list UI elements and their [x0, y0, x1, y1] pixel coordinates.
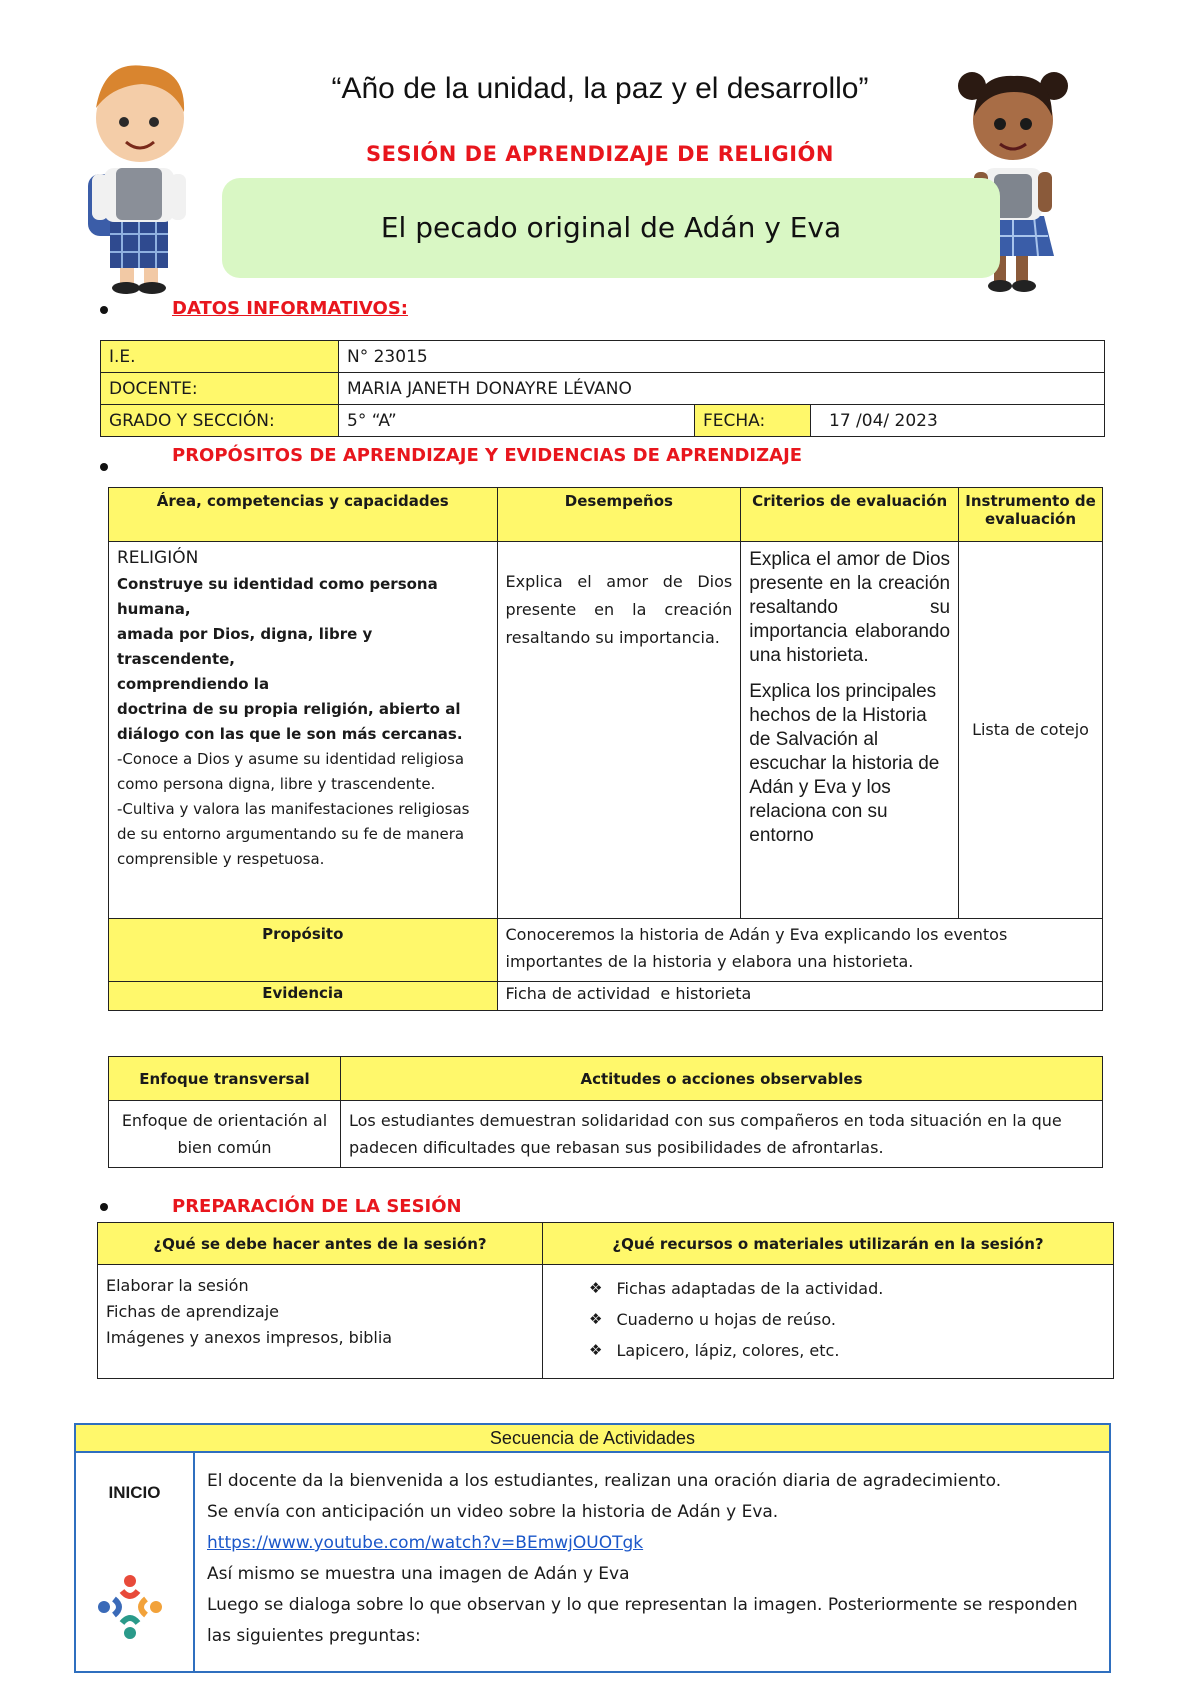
diamond-bullet-icon: ❖	[589, 1310, 603, 1328]
stage-label: INICIO	[108, 1483, 161, 1502]
table-row	[101, 341, 1105, 373]
table-header-row	[98, 1223, 1114, 1265]
area-competency-line: amada por Dios, digna, libre y trascendente,	[117, 625, 373, 668]
video-link[interactable]: https://www.youtube.com/watch?v=BEmwjOUOTgk	[207, 1533, 644, 1553]
secuencia-heading: Secuencia de Actividades	[75, 1424, 1110, 1452]
list-item-text: Cuaderno u hojas de reúso.	[616, 1310, 836, 1329]
people-circle-icon	[94, 1571, 166, 1643]
list-item: Elaborar la sesión	[106, 1276, 249, 1295]
list-item	[551, 1335, 1105, 1366]
area-competency-line: doctrina de su propia religión, abierto al diálogo con las que le son más cercanas.	[117, 700, 463, 743]
recursos-cell	[543, 1265, 1114, 1379]
section-heading-propositos	[172, 445, 802, 466]
activities-cell	[194, 1452, 1110, 1672]
table-row	[109, 982, 1103, 1011]
instrumento-cell: Lista de cotejo	[959, 542, 1103, 919]
criterio-text: Explica los principales hechos de la Historia de Salvación al escuchar la historia de Adán y Eva y los relaciona con su entorno	[749, 681, 940, 846]
table-row	[109, 919, 1103, 982]
col-antes: ¿Qué se debe hacer antes de la sesión?	[98, 1223, 543, 1265]
col-area: Área, competencias y capacidades	[109, 488, 498, 542]
diamond-bullet-icon: ❖	[589, 1341, 603, 1359]
lesson-title: El pecado original de Adán y Eva	[380, 211, 842, 244]
area-capacity-line: -Cultiva y valora las manifestaciones religiosas de su entorno argumentando su fe de manera comprensible y respetuosa.	[117, 800, 470, 868]
criterios-cell	[741, 542, 959, 919]
docente-label: DOCENTE:	[101, 373, 339, 405]
activity-line: Luego se dialoga sobre lo que observan y lo que representan la imagen. Posteriormente se responden las siguientes preguntas:	[207, 1595, 1078, 1646]
activity-line: Así mismo se muestra una imagen de Adán y Eva	[207, 1564, 630, 1584]
list-item	[551, 1304, 1105, 1335]
motto-text: “Año de la unidad, la paz y el desarrollo”	[331, 72, 869, 105]
table-row	[75, 1452, 1110, 1672]
desempeno-cell: Explica el amor de Dios presente en la creación resaltando su importancia.	[497, 542, 741, 919]
docente-value: MARIA JANETH DONAYRE LÉVANO	[339, 373, 1105, 405]
enfoque-table	[108, 1056, 1103, 1168]
table-row	[101, 373, 1105, 405]
ie-label: I.E.	[101, 341, 339, 373]
activity-line: Se envía con anticipación un video sobre la historia de Adán y Eva.	[207, 1502, 779, 1522]
datos-table	[100, 340, 1105, 437]
area-capacity-line: -Conoce a Dios y asume su identidad religiosa como persona digna, libre y trascendente.	[117, 750, 465, 793]
col-instrumento: Instrumento de evaluación	[959, 488, 1103, 542]
list-item: Fichas de aprendizaje	[106, 1302, 279, 1321]
stage-cell	[75, 1452, 194, 1672]
section-heading-preparacion	[172, 1196, 462, 1217]
list-item-text: Lapicero, lápiz, colores, etc.	[616, 1341, 840, 1360]
area-cell	[109, 542, 498, 919]
table-row	[98, 1265, 1114, 1379]
grado-label: GRADO Y SECCIÓN:	[101, 405, 339, 437]
ie-value: N° 23015	[339, 341, 1105, 373]
table-header-row	[109, 488, 1103, 542]
list-item: Imágenes y anexos impresos, biblia	[106, 1328, 393, 1347]
criterio-text: Explica el amor de Dios presente en la creación resaltando su importancia elaborando una historieta.	[749, 549, 951, 666]
proposito-value: Conoceremos la historia de Adán y Eva explicando los eventos importantes de la historia y elabora una historieta.	[497, 919, 1103, 982]
fecha-value: 17 /04/ 2023	[811, 405, 1105, 437]
area-title: RELIGIÓN	[117, 548, 199, 568]
col-criterios: Criterios de evaluación	[741, 488, 959, 542]
bullet-dot	[100, 463, 108, 471]
bullet-dot	[100, 306, 108, 314]
actitudes-value: Los estudiantes demuestran solidaridad con sus compañeros en toda situación en la que padecen dificultades que rebasan sus posibilidades de afrontarlas.	[341, 1101, 1103, 1168]
evidencia-label: Evidencia	[109, 982, 498, 1011]
table-row	[109, 1101, 1103, 1168]
propositos-table	[108, 487, 1103, 1011]
area-competency-line: comprendiendo la	[117, 675, 270, 693]
section-heading-text: DATOS INFORMATIVOS:	[172, 298, 409, 319]
grado-value: 5° “A”	[339, 405, 695, 437]
section-heading-datos	[172, 298, 408, 319]
col-enfoque: Enfoque transversal	[109, 1057, 341, 1101]
table-row	[101, 405, 1105, 437]
col-recursos: ¿Qué recursos o materiales utilizarán en la sesión?	[543, 1223, 1114, 1265]
section-heading-text: PREPARACIÓN DE LA SESIÓN	[172, 1196, 462, 1217]
enfoque-value: Enfoque de orientación al bien común	[109, 1101, 341, 1168]
fecha-label: FECHA:	[695, 405, 811, 437]
list-item	[551, 1273, 1105, 1304]
preparacion-table	[97, 1222, 1114, 1379]
table-header-row	[75, 1424, 1110, 1452]
area-competency-line: Construye su identidad como persona humana,	[117, 575, 438, 618]
session-title: SESIÓN DE APRENDIZAJE DE RELIGIÓN	[366, 142, 834, 166]
table-row	[109, 542, 1103, 919]
col-actitudes: Actitudes o acciones observables	[341, 1057, 1103, 1101]
proposito-label: Propósito	[109, 919, 498, 982]
table-header-row	[109, 1057, 1103, 1101]
bullet-dot	[100, 1203, 108, 1211]
col-desempenos: Desempeños	[497, 488, 741, 542]
section-heading-text: PROPÓSITOS DE APRENDIZAJE Y EVIDENCIAS DE APRENDIZAJE	[172, 445, 803, 466]
secuencia-table	[74, 1423, 1111, 1673]
activity-line: El docente da la bienvenida a los estudiantes, realizan una oración diaria de agradecimiento.	[207, 1471, 1002, 1491]
list-item-text: Fichas adaptadas de la actividad.	[616, 1279, 884, 1298]
diamond-bullet-icon: ❖	[589, 1279, 603, 1297]
evidencia-value: Ficha de actividad e historieta	[497, 982, 1103, 1011]
antes-cell	[98, 1265, 543, 1379]
